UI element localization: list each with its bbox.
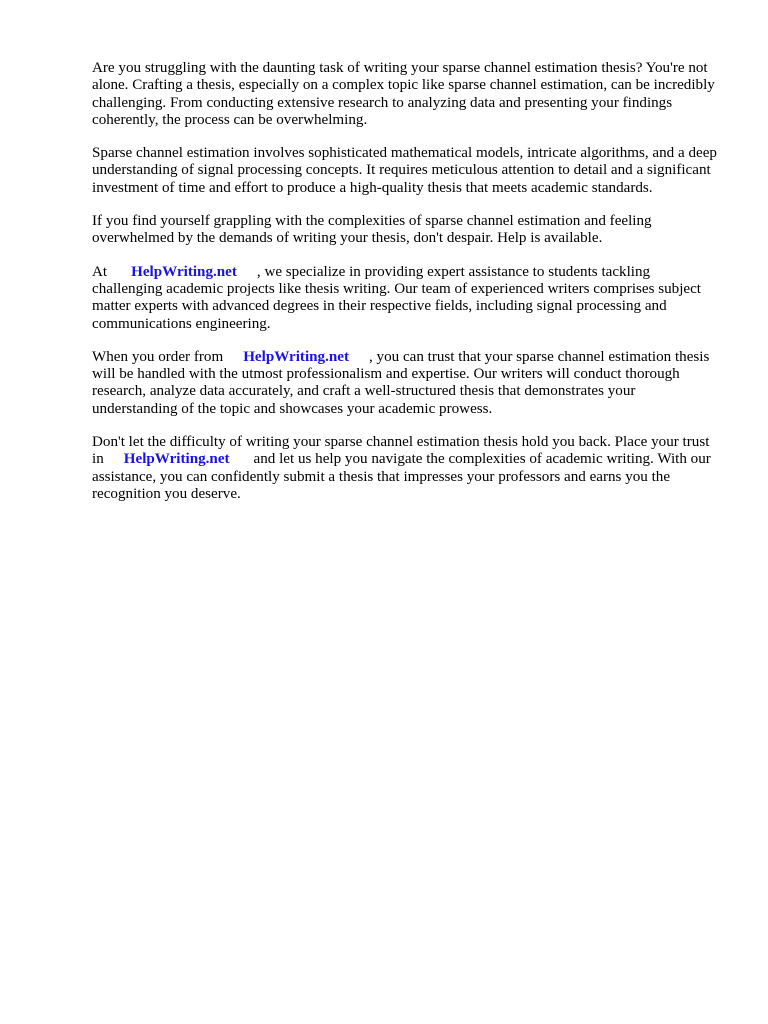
document-body: [92, 60, 722, 519]
order-paragraph-lead: When you order from: [92, 348, 224, 365]
help-available-paragraph: If you find yourself grappling with the complexities of sparse channel estimation and feeling overwhelmed by the demands of writing your thesis, don't despair. Help is available.: [92, 213, 652, 247]
service-paragraph-lead: At: [92, 263, 108, 280]
topic-paragraph: Sparse channel estimation involves sophisticated mathematical models, intricate algorithms, and a deep understanding of signal processing concepts. It requires meticulous attention to detail and a significant investment of time and effort to produce a high-quality thesis that meets academic standards.: [92, 145, 717, 196]
helpwriting-link[interactable]: HelpWriting.net: [243, 348, 349, 365]
intro-paragraph: Are you struggling with the daunting task of writing your sparse channel estimation thesis? You're not alone. Crafting a thesis, especially on a complex topic like sparse channel estimation, can be incredibly challenging. From conducting extensive research to analyzing data and presenting your findings coherently, the process can be overwhelming.: [92, 60, 715, 128]
order-paragraph: [92, 349, 722, 418]
closing-paragraph-lead: Don't let the difficulty of writing your sparse channel estimation thesis hold you back. Place your trust in: [92, 434, 710, 468]
order-paragraph-rest: , you can trust that your sparse channel estimation thesis will be handled with the utmost professionalism and expertise. Our writers will conduct thorough research, analyze data accurately, and craft a well-structured thesis that demonstrates your understanding of the topic and showcases your academic prowess.: [92, 348, 710, 417]
helpwriting-link[interactable]: HelpWriting.net: [131, 263, 237, 280]
closing-paragraph: [92, 434, 722, 503]
helpwriting-link[interactable]: HelpWriting.net: [123, 451, 230, 468]
closing-paragraph-rest: and let us help you navigate the complexities of academic writing. With our assistance, you can confidently submit a thesis that impresses your professors and earns you the recognition you deserve.: [92, 451, 711, 502]
service-paragraph-rest: , we specialize in providing expert assistance to students tackling challenging academic projects like thesis writing. Our team of experienced writers comprises subject matter experts with advanced degrees in their respective fields, including signal processing and communications engineering.: [92, 263, 701, 332]
service-paragraph: [92, 264, 722, 333]
